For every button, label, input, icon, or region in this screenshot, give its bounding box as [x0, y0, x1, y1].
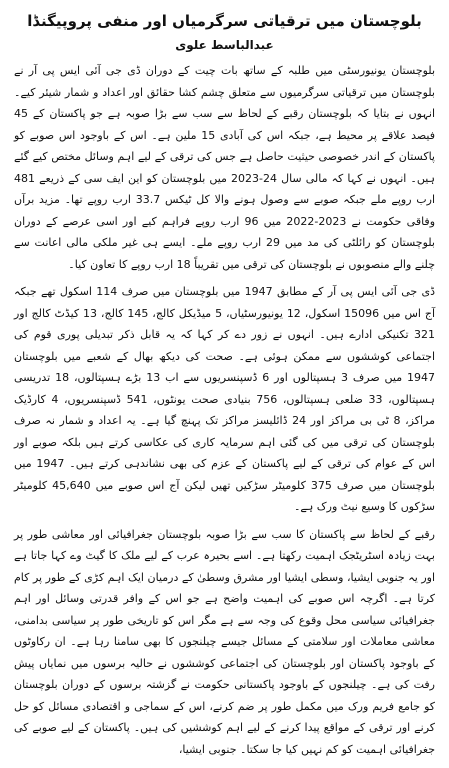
article-paragraph-1: بلوچستان یونیورسٹی میں طلبہ کے ساتھ بات چیت کے دوران ڈی جی آئی ایس پی آر نے بلوچستان میں ترقیاتی سرگرمیوں سے متعلق چشم کشا حقائق اور اعداد و شمار شیئر کیے۔ انہوں نے بتایا کہ بلوچستان رقبے کے لحاظ سے سب سے بڑا صوبہ ہے جو پاکستان کے 45 فیصد علاقے پر محیط ہے، جبکہ اس کی آبادی 15 ملین ہے۔ اس کے باوجود اس صوبے کو پاکستان کے اندر خصوصی حیثیت حاصل ہے جس کی ترقی کے لیے اہم وسائل مختص کیے گئے ہیں۔ انہوں نے کہا کہ مالی سال 24-2023 میں بلوچستان کو این ایف سی کے ذریعے 481 ارب روپے ملے جبکہ صوبے سے وصول ہونے والا کل ٹیکس 33.7 ارب روپے تھا۔ مزید برآں وفاقی حکومت نے 2023-2022 میں 96 ارب روپے فراہم کیے اور اسی عرصے کے دوران بلوچستان کو رائلٹی کی مد میں 29 ارب روپے ملے۔ ایسے ہی غیر ملکی مالی اعانت سے چلنے والے منصوبوں نے بلوچستان کی ترقی میں تقریباً 18 ارب روپے کا تعاون کیا۔: [14, 64, 435, 271]
author-byline: عبدالباسط علوی: [175, 38, 274, 52]
article-paragraph-2: ڈی جی آئی ایس پی آر کے مطابق 1947 میں بلوچستان میں صرف 114 اسکول تھے جبکہ آج اس میں 15096 اسکول، 12 یونیورسٹیاں، 5 میڈیکل کالج، 145 کالج، 13 کیڈٹ کالج اور 321 تکنیکی ادارے ہیں۔ انہوں نے زور دے کر کہا کہ یہ قابل ذکر تبدیلی پوری قوم کی اجتماعی کوششوں سے ممکن ہوئی ہے۔ صحت کی دیکھ بھال کے شعبے میں بلوچستان 1947 میں صرف 3 ہسپتالوں اور 6 ڈسپنسریوں سے اب 13 بڑے ہسپتالوں، 18 تدریسی ہسپتالوں، 33 ضلعی ہسپتالوں، 756 بنیادی صحت یونٹوں، 541 ڈسپنسریوں، 4 کارڈیک مراکز، 8 ٹی بی مراکز اور 24 ڈائلیسز مراکز تک پہنچ گیا ہے۔ یہ اعداد و شمار نہ صرف بلوچستان کی ترقی میں کی گئی اہم سرمایہ کاری کی عکاسی کرتے ہیں بلکہ صوبے اور اس کے عوام کی ترقی کے لیے پاکستان کے عزم کی بھی نشاندہی کرتے ہیں۔ 1947 میں بلوچستان میں صرف 375 کلومیٹر سڑکیں تھیں لیکن آج اس صوبے میں 45,640 کلومیٹر سڑکوں کا وسیع نیٹ ورک ہے۔: [14, 285, 436, 513]
article-headline: بلوچستان میں ترقیاتی سرگرمیاں اور منفی پروپیگنڈا: [27, 12, 422, 30]
article-paragraph-3: رقبے کے لحاظ سے پاکستان کا سب سے بڑا صوبہ بلوچستان جغرافیائی اور معاشی طور پر بہت زیادہ اسٹریٹجک اہمیت رکھتا ہے۔ اسے بحیرہ عرب کے لیے ملک کا گیٹ وے کہا جاتا ہے اور یہ جنوبی ایشیا، وسطی ایشیا اور مشرق وسطیٰ کے درمیان ایک اہم کڑی کے طور پر کام کرتا ہے۔ اگرچہ اس صوبے کی اہمیت واضح ہے جو اس کے وافر قدرتی وسائل اور اہم جغرافیائی سیاسی محل وقوع کی وجہ سے ہے مگر اس کو تاریخی طور پر سیاسی بدامنی، معاشی معاملات اور سلامتی کے مسائل جیسے چیلنجوں کا بھی سامنا رہا ہے۔ ان رکاوٹوں کے باوجود پاکستان اور بلوچستان کی اجتماعی کوششوں نے حالیہ برسوں میں نمایاں پیش رفت کی ہے۔ چیلنجوں کے باوجود پاکستانی حکومت نے گزشتہ برسوں کے دوران بلوچستان کو جامع فریم ورک میں مکمل طور پر ضم کرنے، اس کے سماجی و اقتصادی مسائل کو حل کرنے اور ترقی کے مواقع پیدا کرنے کے لیے اہم کوششیں کی ہیں۔ پاکستان کے لیے صوبے کی جغرافیائی اہمیت کو کم نہیں کیا جا سکتا۔ جنوبی ایشیا،: [14, 527, 435, 756]
